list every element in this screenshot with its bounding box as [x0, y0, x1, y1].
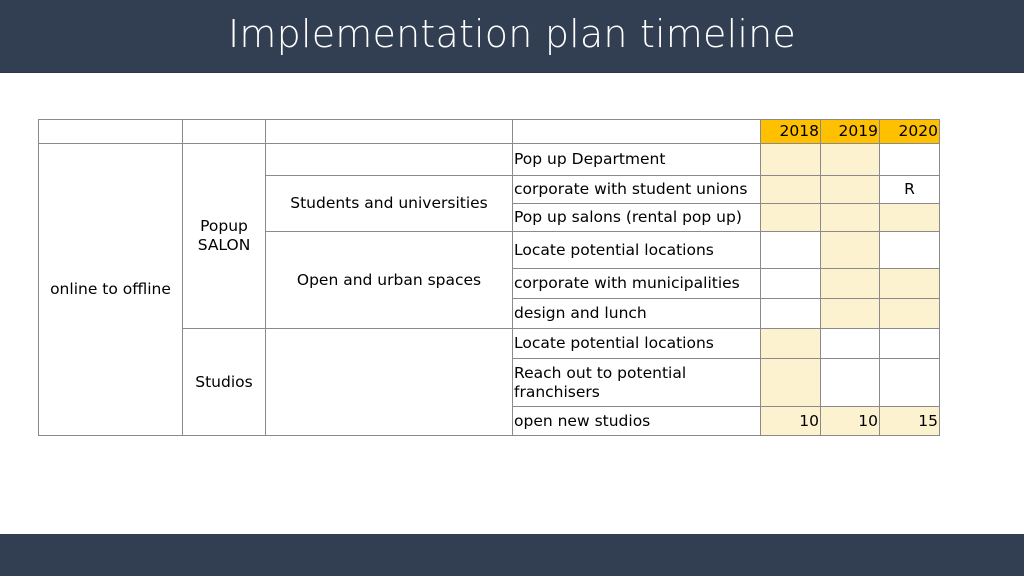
schedule-cell — [761, 299, 821, 329]
activity-cell: Locate potential locations — [513, 232, 761, 269]
schedule-cell — [761, 269, 821, 299]
year-header-2018: 2018 — [761, 120, 821, 144]
schedule-cell — [761, 232, 821, 269]
year-header-2019: 2019 — [821, 120, 880, 144]
header-row — [39, 120, 940, 144]
schedule-cell — [821, 204, 880, 232]
activity-cell: Reach out to potential franchisers — [513, 359, 761, 407]
segment-cell-empty — [266, 144, 513, 176]
format-popup-line1: Popup — [200, 217, 248, 235]
header-cell-activity — [513, 120, 761, 144]
table-row — [39, 144, 940, 176]
activity-cell: corporate with student unions — [513, 176, 761, 204]
schedule-cell — [880, 144, 940, 176]
activity-cell: corporate with municipalities — [513, 269, 761, 299]
header-cell-channel — [39, 120, 183, 144]
activity-cell: Locate potential locations — [513, 329, 761, 359]
format-cell-popup — [183, 144, 266, 329]
schedule-cell — [880, 329, 940, 359]
schedule-cell — [821, 232, 880, 269]
schedule-cell — [761, 204, 821, 232]
year-header-2020: 2020 — [880, 120, 940, 144]
header-cell-segment — [266, 120, 513, 144]
schedule-cell — [821, 359, 880, 407]
title-bar — [0, 0, 1024, 73]
activity-cell: Pop up Department — [513, 144, 761, 176]
schedule-cell — [821, 176, 880, 204]
slide-title: Implementation plan timeline — [228, 12, 796, 56]
schedule-cell — [880, 232, 940, 269]
schedule-cell — [761, 176, 821, 204]
schedule-cell-mark: R — [880, 176, 940, 204]
activity-cell: open new studios — [513, 407, 761, 436]
schedule-cell — [880, 299, 940, 329]
schedule-cell — [761, 329, 821, 359]
schedule-cell — [821, 299, 880, 329]
schedule-cell — [880, 269, 940, 299]
format-cell-studios: Studios — [183, 329, 266, 436]
studio-count-2019: 10 — [821, 407, 880, 436]
channel-cell: online to offline — [39, 144, 183, 436]
format-popup-line2: SALON — [197, 236, 251, 254]
schedule-cell — [880, 204, 940, 232]
segment-cell-empty — [266, 329, 513, 436]
header-cell-format — [183, 120, 266, 144]
schedule-cell — [821, 329, 880, 359]
activity-cell: design and lunch — [513, 299, 761, 329]
schedule-cell — [821, 269, 880, 299]
studio-count-2018: 10 — [761, 407, 821, 436]
schedule-cell — [761, 359, 821, 407]
segment-cell-students: Students and universities — [266, 176, 513, 232]
activity-cell: Pop up salons (rental pop up) — [513, 204, 761, 232]
schedule-cell — [880, 359, 940, 407]
studio-count-2020: 15 — [880, 407, 940, 436]
schedule-cell — [761, 144, 821, 176]
footer-bar — [0, 534, 1024, 576]
schedule-cell — [821, 144, 880, 176]
segment-cell-urban: Open and urban spaces — [266, 232, 513, 329]
timeline-table — [38, 119, 940, 436]
